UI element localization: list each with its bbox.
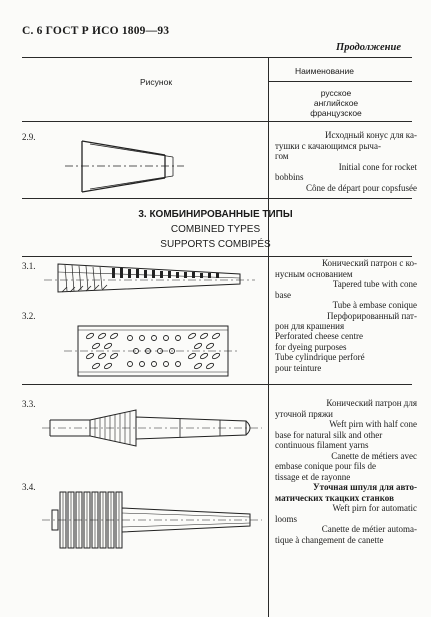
item-number-2-9: 2.9. [22,132,36,142]
figure-perforated-cheese-centre [60,316,240,386]
figure-tapered-tube [40,256,260,306]
item-number-3-3: 3.3. [22,399,36,409]
item-desc-3-3: Конический патрон для уточной пряжи Weft pirn with half cone base for natural silk and other continuous filament yarns Canette de métiers avec embase conique pour fils de tissage et de rayonne Уточная шпуля для авто- матических ткацких станков [275,398,417,503]
figure-weft-pirn-automatic [40,482,265,557]
item-number-3-2: 3.2. [22,311,36,321]
continued-label: Продолжение [336,42,401,53]
language-fr: французское [310,108,362,118]
item-desc-3-2: Perforated cheese centre for dyeing purposes Tube cylindrique perforé pour teinture [275,331,365,373]
section-title-en: COMBINED TYPES [170,224,261,235]
item-number-3-4: 3.4. [22,482,36,492]
table-top-rule [22,57,412,58]
table-head-bottom-rule [22,121,412,122]
figure-weft-pirn-half-cone [40,400,265,460]
language-ru: русское [320,88,352,98]
column-header-name: Наименование [295,66,354,76]
item-desc-2-9: Исходный конус для ка- тушки с качающимся рычa- гом Initial cone for rocket bobbins Cône de départ pour copsfusée [275,130,417,193]
section-title-ru: 3. КОМБИНИРОВАННЫЕ ТИПЫ [138,209,293,220]
item-desc-3-1: Конический патрон с ко- нусным основанием Tapered tube with cone base Tube à embase conique Перфорированный пат- рон для крашения [275,258,417,331]
section-title-fr: SUPPORTS COMBIPÉS [160,239,271,250]
item-desc-3-4: Weft pirn for automatic looms Canette de métier automa- tique à changement de canette [275,503,417,545]
page-label: С. 6 ГОСТ Р ИСО 1809—93 [22,25,170,37]
table-column-divider [268,57,269,617]
language-list [268,88,404,118]
table-subhead-rule [268,81,412,82]
item-number-3-1: 3.1. [22,261,36,271]
column-header-figure: Рисунок [140,77,173,87]
figure-initial-cone [60,132,185,202]
language-en: английское [313,98,359,108]
